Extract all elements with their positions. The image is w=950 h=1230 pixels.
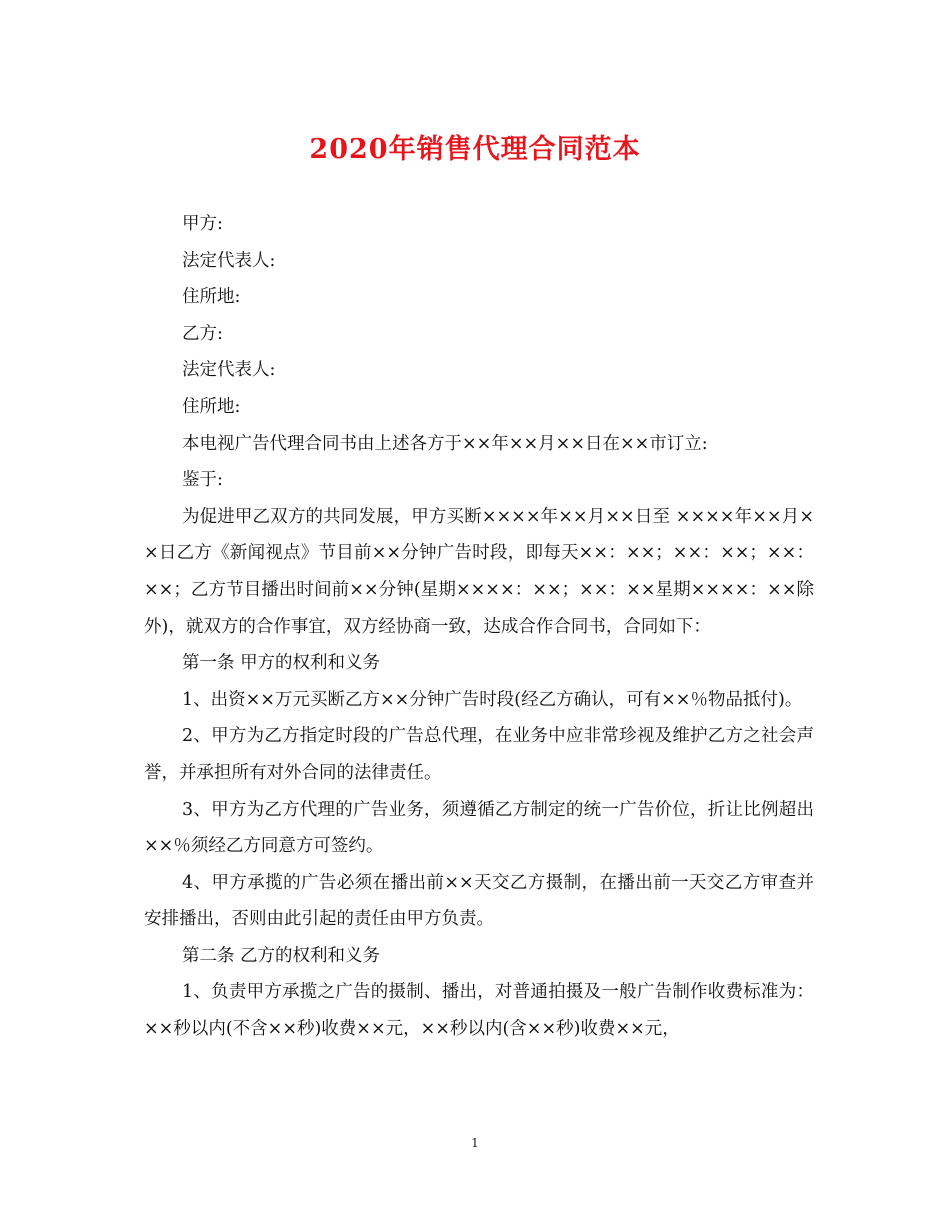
whereas-label: 鉴于: [182, 470, 223, 491]
party-b-label: 乙方: [182, 323, 223, 344]
article-1-clause-1: 1、出资××万元买断乙方××分钟广告时段(经乙方确认，可有××％物品抵付)。 [182, 689, 803, 710]
article-1-clause-4: 4、甲方承揽的广告必须在播出前××天交乙方摄制，在播出前一天交乙方审查并安排播出，否则由此引起的责任由甲方负责。 [144, 872, 814, 930]
party-b-address: 住所地: [182, 396, 241, 417]
article-2-clause-1: 1、负责甲方承揽之广告的摄制、播出，对普通拍摄及一般广告制作收费标准为：××秒以内(不含××秒)收费××元，××秒以内(含××秒)收费××元， [144, 982, 814, 1040]
contract-intro: 本电视广告代理合同书由上述各方于××年××月××日在××市订立: [182, 433, 708, 454]
party-a-label: 甲方: [182, 214, 223, 234]
article-1-clause-2: 2、甲方为乙方指定时段的广告总代理，在业务中应非常珍视及维护乙方之社会声誉，并承担所有对外合同的法律责任。 [144, 726, 814, 783]
page-number: 1 [471, 1136, 479, 1150]
article-1-clause-3: 3、甲方为乙方代理的广告业务，须遵循乙方制定的统一广告价位，折让比例超出××％须经乙方同意方可签约。 [144, 799, 814, 857]
article-2-heading: 第二条 乙方的权利和义务 [182, 945, 381, 966]
party-b-legal-representative: 法定代表人: [182, 360, 276, 381]
party-a-address: 住所地: [182, 287, 241, 308]
document-title: 2020年销售代理合同范本 [309, 134, 641, 165]
party-a-legal-representative: 法定代表人: [182, 250, 276, 271]
document-body [144, 206, 814, 1048]
article-1-heading: 第一条 甲方的权利和义务 [182, 653, 381, 674]
whereas-paragraph: 为促进甲乙双方的共同发展，甲方买断××××年××月××日至 ××××年××月××日乙方《新闻视点》节目前××分钟广告时段，即每天××：××；××：××；××：××；乙方节目播出时间前××分钟(星期××××：××；××：××星期××××：××除外)，就双方的合作事宜，双方经协商一致，达成合作合同书，合同如下： [144, 506, 814, 637]
